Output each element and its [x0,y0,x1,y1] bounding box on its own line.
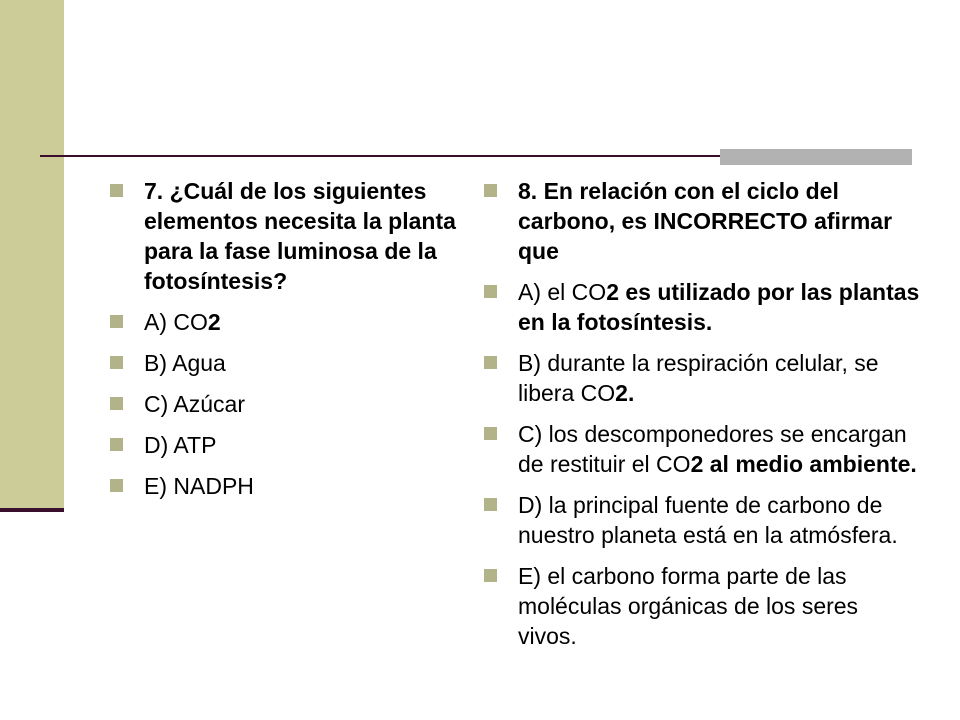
square-bullet-icon [484,427,497,440]
square-bullet-icon [110,438,123,451]
gray-accent-bar [720,149,912,165]
question-8-text: 8. En relación con el ciclo del carbono, es INCORRECTO afirmar que [482,176,922,266]
question-7-list [108,176,478,501]
question-8-option-c: C) los descomponedores se encargan de restituir el CO2 al medio ambiente. [482,419,922,479]
question-7-option-a: A) CO2 [108,307,478,337]
question-7-column [108,176,478,512]
question-8-option-b: B) durante la respiración celular, se libera CO2. [482,348,922,408]
question-8-list [482,176,922,651]
square-bullet-icon [110,479,123,492]
question-8-option-a: A) el CO2 es utilizado por las plantas en la fotosíntesis. [482,277,922,337]
left-decorative-band [0,0,64,510]
square-bullet-icon [110,397,123,410]
question-7-option-b: B) Agua [108,348,478,378]
question-8-option-e: E) el carbono forma parte de las moléculas orgánicas de los seres vivos. [482,561,922,651]
square-bullet-icon [110,315,123,328]
question-8-column [482,176,922,662]
square-bullet-icon [484,498,497,511]
square-bullet-icon [110,356,123,369]
question-7-option-c: C) Azúcar [108,389,478,419]
question-7-option-d: D) ATP [108,430,478,460]
question-7-text: 7. ¿Cuál de los siguientes elementos necesita la planta para la fase luminosa de la fotosíntesis? [108,176,478,296]
square-bullet-icon [110,184,123,197]
band-bottom-line [0,508,64,512]
square-bullet-icon [484,285,497,298]
question-8-option-d: D) la principal fuente de carbono de nuestro planeta está en la atmósfera. [482,490,922,550]
question-7-option-e: E) NADPH [108,471,478,501]
square-bullet-icon [484,356,497,369]
square-bullet-icon [484,184,497,197]
square-bullet-icon [484,569,497,582]
